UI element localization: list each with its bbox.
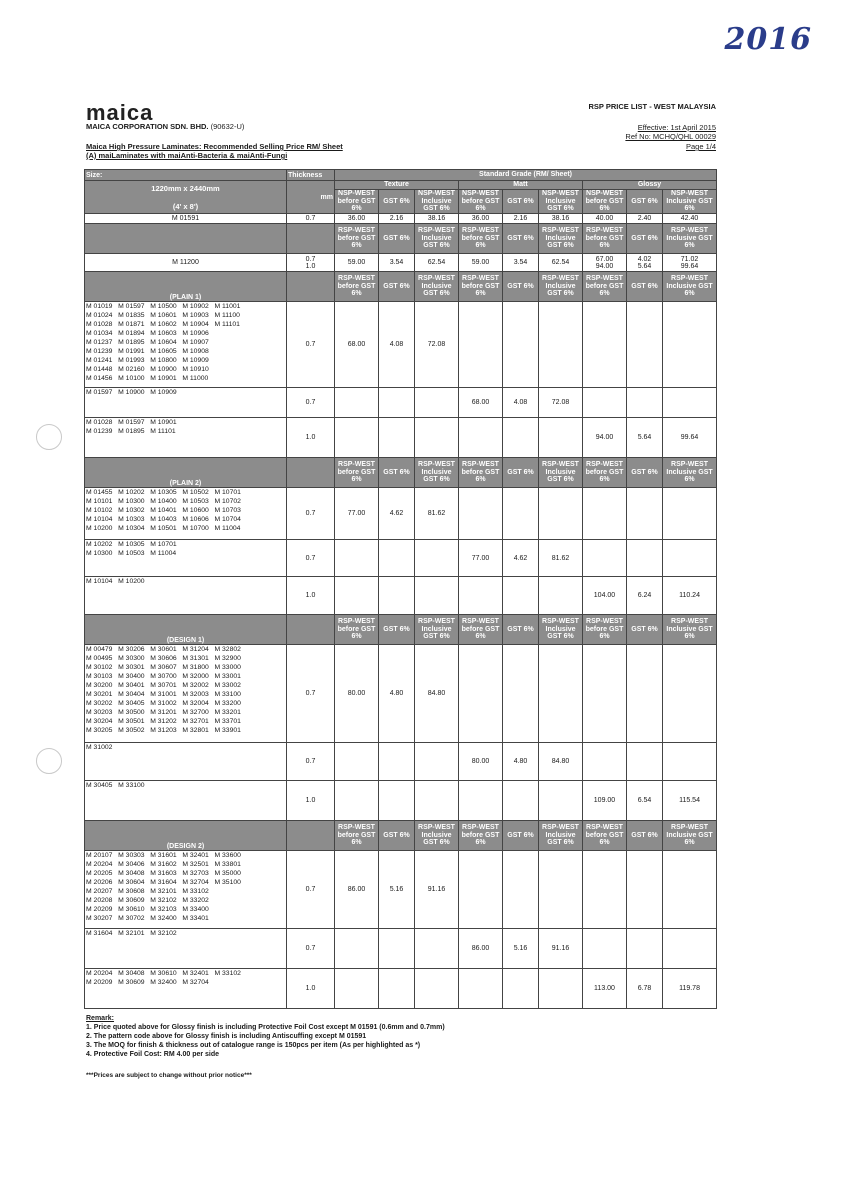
price-column-header: RSP-WEST before GST 6% [335, 458, 379, 488]
section-label: (DESIGN 1) [85, 615, 287, 645]
price-value: 40.00 [583, 214, 627, 224]
price-value [335, 540, 379, 577]
price-value [335, 781, 379, 821]
price-column-header: NSP-WEST Inclusive GST 6% [415, 190, 459, 214]
price-value [583, 540, 627, 577]
company-name: MAICA CORPORATION SDN. BHD. (90632-U) [86, 122, 245, 131]
price-value [379, 418, 415, 458]
price-column-header: RSP-WEST before GST 6% [583, 458, 627, 488]
price-value: 91.16 [539, 929, 583, 969]
price-value [583, 851, 627, 929]
price-value: 59.00 [335, 254, 379, 272]
price-value [583, 388, 627, 418]
price-column-header: RSP-WEST Inclusive GST 6% [415, 615, 459, 645]
table-row [85, 302, 717, 388]
price-value [335, 969, 379, 1009]
price-value: 5.64 [627, 418, 663, 458]
thickness-value: 0.7 [287, 851, 335, 929]
thickness-value: 0.7 [287, 488, 335, 540]
price-value: 4.80 [503, 743, 539, 781]
price-column-header: RSP-WEST Inclusive GST 6% [415, 272, 459, 302]
reference-number: Ref No: MCHQ/QHL 00029 [625, 132, 716, 141]
price-value: 2.16 [503, 214, 539, 224]
price-value [663, 851, 717, 929]
pattern-codes: M 10202 M 10305 M 10701 M 10300 M 10503 M 11004 [85, 540, 287, 577]
price-value: 4.08 [503, 388, 539, 418]
price-value: 4.02 5.64 [627, 254, 663, 272]
price-value [663, 488, 717, 540]
price-column-header: NSP-WEST before GST 6% [335, 190, 379, 214]
finish-header: Matt [459, 181, 583, 190]
price-value [459, 488, 503, 540]
price-value [503, 488, 539, 540]
table-row [85, 645, 717, 743]
size-label: Size: [85, 170, 287, 181]
price-value [379, 388, 415, 418]
pattern-codes: M 00479 M 30206 M 30601 M 31204 M 32802 M 00495 M 30300 M 30606 M 31301 M 32900 M 30102 M 30301 M 30607 M 31800 M 33000 M 30103 M 30400 M 30700 M 32000 M 33001 M 30200 M 30401 M 30701 M 32002 M 33002 M 30201 M 30404 M 31001 M 32003 M 33100 M 30202 M 30405 M 31002 M 32004 M 33200 M 30203 M 30500 M 31201 M 32700 M 33201 M 30204 M 30501 M 31202 M 32701 M 33701 M 30205 M 30502 M 31203 M 32801 M 33901 [85, 645, 287, 743]
price-value [503, 781, 539, 821]
table-row [85, 540, 717, 577]
price-value [583, 488, 627, 540]
price-value [415, 577, 459, 615]
price-value: 113.00 [583, 969, 627, 1009]
pattern-codes: M 31604 M 32101 M 32102 [85, 929, 287, 969]
price-value [503, 577, 539, 615]
price-value [415, 929, 459, 969]
punch-hole [36, 424, 62, 450]
price-value [379, 540, 415, 577]
price-value: 2.40 [627, 214, 663, 224]
price-value: 119.78 [663, 969, 717, 1009]
price-value: 77.00 [459, 540, 503, 577]
price-list-title: RSP PRICE LIST - WEST MALAYSIA [588, 102, 716, 111]
price-value [415, 969, 459, 1009]
price-value [663, 645, 717, 743]
price-value: 5.16 [503, 929, 539, 969]
price-column-header: RSP-WEST Inclusive GST 6% [415, 821, 459, 851]
price-value [379, 969, 415, 1009]
price-value: 84.80 [415, 645, 459, 743]
price-column-header: NSP-WEST before GST 6% [583, 190, 627, 214]
price-value [459, 645, 503, 743]
price-column-header: GST 6% [503, 190, 539, 214]
price-value [663, 388, 717, 418]
price-column-header: RSP-WEST before GST 6% [583, 615, 627, 645]
price-column-header: RSP-WEST Inclusive GST 6% [663, 272, 717, 302]
price-value [415, 781, 459, 821]
price-value [539, 645, 583, 743]
price-column-header: RSP-WEST Inclusive GST 6% [539, 458, 583, 488]
table-row [85, 388, 717, 418]
thickness-header: Thickness [287, 170, 335, 181]
price-value [459, 577, 503, 615]
price-value: 115.54 [663, 781, 717, 821]
thickness-value: 0.7 [287, 214, 335, 224]
price-value [459, 418, 503, 458]
price-column-header: NSP-WEST before GST 6% [459, 190, 503, 214]
price-column-header: GST 6% [627, 224, 663, 254]
price-value: 80.00 [335, 645, 379, 743]
price-column-header: RSP-WEST Inclusive GST 6% [663, 458, 717, 488]
price-value: 71.02 99.64 [663, 254, 717, 272]
price-value: 38.16 [539, 214, 583, 224]
price-value [415, 388, 459, 418]
price-value [379, 577, 415, 615]
price-value: 4.62 [379, 488, 415, 540]
price-column-header: RSP-WEST Inclusive GST 6% [663, 821, 717, 851]
price-value: 86.00 [335, 851, 379, 929]
price-column-header: GST 6% [379, 458, 415, 488]
price-value: 59.00 [459, 254, 503, 272]
price-value [583, 929, 627, 969]
section-label: (PLAIN 2) [85, 458, 287, 488]
price-value: 3.54 [503, 254, 539, 272]
price-value [583, 645, 627, 743]
remarks-title: Remark: [86, 1015, 115, 1022]
price-column-header: NSP-WEST Inclusive GST 6% [539, 190, 583, 214]
price-column-header: GST 6% [503, 272, 539, 302]
price-value: 72.08 [415, 302, 459, 388]
price-value [503, 969, 539, 1009]
price-value: 109.00 [583, 781, 627, 821]
price-value [379, 929, 415, 969]
mm-label: mm [287, 181, 335, 214]
price-value: 6.54 [627, 781, 663, 821]
price-value [415, 743, 459, 781]
price-value: 42.40 [663, 214, 717, 224]
price-notice: ***Prices are subject to change without prior notice*** [86, 1072, 252, 1079]
table-row [85, 254, 717, 272]
price-value [539, 577, 583, 615]
section-spacer [287, 458, 335, 488]
price-value: 68.00 [335, 302, 379, 388]
price-column-header: RSP-WEST Inclusive GST 6% [415, 458, 459, 488]
price-column-header: GST 6% [627, 458, 663, 488]
price-column-header: RSP-WEST Inclusive GST 6% [663, 615, 717, 645]
price-value: 72.08 [539, 388, 583, 418]
price-value: 36.00 [459, 214, 503, 224]
price-value: 86.00 [459, 929, 503, 969]
price-column-header: RSP-WEST before GST 6% [335, 615, 379, 645]
price-column-header: GST 6% [379, 615, 415, 645]
thickness-value: 1.0 [287, 781, 335, 821]
price-column-header: GST 6% [379, 821, 415, 851]
remark-item: 1. Price quoted above for Glossy finish is including Protective Foil Cost except M 01591 (0.6mm and 0.7mm) [86, 1024, 445, 1031]
thickness-value: 0.7 [287, 540, 335, 577]
price-value [627, 488, 663, 540]
pattern-codes: M 20107 M 30303 M 31601 M 32401 M 33600 M 20204 M 30406 M 31602 M 32501 M 33801 M 20205 M 30408 M 31603 M 32703 M 35000 M 20206 M 30604 M 31604 M 32704 M 35100 M 20207 M 30608 M 32101 M 33102 M 20208 M 30609 M 32102 M 33202 M 20209 M 30610 M 32103 M 33400 M 30207 M 30702 M 32400 M 33401 [85, 851, 287, 929]
price-value: 6.78 [627, 969, 663, 1009]
document-subtitle: Maica High Pressure Laminates: Recommended Selling Price RM/ Sheet [86, 142, 343, 151]
pattern-codes: M 01019 M 01597 M 10500 M 10902 M 11001 M 01024 M 01835 M 10601 M 10903 M 11100 M 01028 M 01871 M 10602 M 10904 M 11101 M 01034 M 01894 M 10603 M 10906 M 01237 M 01895 M 10604 M 10907 M 01239 M 01991 M 10605 M 10908 M 01241 M 01993 M 10800 M 10909 M 01448 M 02160 M 10900 M 10910 M 01456 M 10100 M 10901 M 11000 [85, 302, 287, 388]
price-column-header: GST 6% [379, 272, 415, 302]
price-value [627, 540, 663, 577]
price-value: 84.80 [539, 743, 583, 781]
price-value [539, 969, 583, 1009]
year-annotation: 2016 [724, 22, 812, 57]
price-value [335, 388, 379, 418]
price-value: 80.00 [459, 743, 503, 781]
pattern-codes: M 01028 M 01597 M 10901 M 01239 M 01895 M 11101 [85, 418, 287, 458]
price-value [335, 929, 379, 969]
price-value: 62.54 [539, 254, 583, 272]
pattern-codes: M 01591 [85, 214, 287, 224]
price-value [503, 851, 539, 929]
price-value: 99.64 [663, 418, 717, 458]
price-column-header: RSP-WEST Inclusive GST 6% [415, 224, 459, 254]
price-value: 68.00 [459, 388, 503, 418]
price-value [663, 743, 717, 781]
section-spacer [287, 272, 335, 302]
section-spacer [287, 615, 335, 645]
punch-hole [36, 748, 62, 774]
remark-item: 2. The pattern code above for Glossy finish is including Antiscuffing except M 01591 [86, 1033, 367, 1040]
price-value: 6.24 [627, 577, 663, 615]
price-value [539, 851, 583, 929]
price-column-header: RSP-WEST before GST 6% [335, 272, 379, 302]
price-column-header: RSP-WEST before GST 6% [335, 224, 379, 254]
pattern-codes: M 11200 [85, 254, 287, 272]
price-value [459, 781, 503, 821]
pattern-codes: M 01455 M 10202 M 10305 M 10502 M 10701 M 10101 M 10300 M 10400 M 10503 M 10702 M 10102 M 10302 M 10401 M 10600 M 10703 M 10104 M 10303 M 10403 M 10606 M 10704 M 10200 M 10304 M 10501 M 10700 M 11004 [85, 488, 287, 540]
section-spacer [287, 224, 335, 254]
price-column-header: RSP-WEST before GST 6% [583, 224, 627, 254]
price-value [503, 418, 539, 458]
price-column-header: RSP-WEST Inclusive GST 6% [539, 615, 583, 645]
price-column-header: RSP-WEST before GST 6% [459, 615, 503, 645]
pattern-codes: M 01597 M 10900 M 10909 [85, 388, 287, 418]
thickness-value: 0.7 [287, 302, 335, 388]
price-value [627, 743, 663, 781]
price-value: 38.16 [415, 214, 459, 224]
price-column-header: GST 6% [503, 615, 539, 645]
price-column-header: RSP-WEST Inclusive GST 6% [539, 224, 583, 254]
price-value: 110.24 [663, 577, 717, 615]
pattern-codes: M 31002 [85, 743, 287, 781]
price-value [459, 969, 503, 1009]
finish-header: Texture [335, 181, 459, 190]
price-column-header: RSP-WEST Inclusive GST 6% [663, 224, 717, 254]
company-logo: maica [86, 100, 154, 125]
thickness-value: 0.7 [287, 743, 335, 781]
price-column-header: RSP-WEST before GST 6% [459, 272, 503, 302]
remark-item: 4. Protective Foil Cost: RM 4.00 per side [86, 1051, 220, 1058]
price-value: 91.16 [415, 851, 459, 929]
price-value [415, 540, 459, 577]
thickness-value: 1.0 [287, 577, 335, 615]
table-row [85, 851, 717, 929]
section-label: (PLAIN 1) [85, 272, 287, 302]
sheet-size: 1220mm x 2440mm (4' x 8') [85, 181, 287, 214]
price-column-header: GST 6% [627, 190, 663, 214]
remark-item: 3. The MOQ for finish & thickness out of catalogue range is 150pcs per item (As per highlighted as *) [86, 1042, 421, 1049]
price-value [663, 540, 717, 577]
effective-date: Effective: 1st April 2015 [637, 123, 716, 132]
section-label [85, 224, 287, 254]
price-column-header: RSP-WEST Inclusive GST 6% [539, 821, 583, 851]
price-value: 3.54 [379, 254, 415, 272]
thickness-value: 1.0 [287, 969, 335, 1009]
price-value [379, 743, 415, 781]
price-value [627, 851, 663, 929]
price-value [663, 302, 717, 388]
price-column-header: GST 6% [503, 821, 539, 851]
thickness-value: 0.7 [287, 645, 335, 743]
table-row [85, 418, 717, 458]
section-label: (DESIGN 2) [85, 821, 287, 851]
price-value [459, 302, 503, 388]
price-value [459, 851, 503, 929]
price-column-header: GST 6% [627, 272, 663, 302]
price-column-header: RSP-WEST before GST 6% [335, 821, 379, 851]
thickness-value: 0.7 1.0 [287, 254, 335, 272]
page-number: Page 1/4 [685, 142, 716, 151]
table-row [85, 781, 717, 821]
pattern-codes: M 10104 M 10200 [85, 577, 287, 615]
price-column-header: GST 6% [503, 224, 539, 254]
price-value: 5.16 [379, 851, 415, 929]
price-value: 81.62 [415, 488, 459, 540]
price-value [539, 781, 583, 821]
price-value [379, 781, 415, 821]
price-value [503, 302, 539, 388]
price-value: 77.00 [335, 488, 379, 540]
price-column-header: RSP-WEST before GST 6% [459, 821, 503, 851]
section-spacer [287, 821, 335, 851]
price-column-header: RSP-WEST Inclusive GST 6% [539, 272, 583, 302]
table-row [85, 929, 717, 969]
table-row [85, 488, 717, 540]
finish-header: Glossy [583, 181, 717, 190]
price-value [335, 743, 379, 781]
price-column-header: RSP-WEST before GST 6% [459, 224, 503, 254]
price-value: 4.80 [379, 645, 415, 743]
price-value: 81.62 [539, 540, 583, 577]
price-value: 4.62 [503, 540, 539, 577]
price-value [627, 302, 663, 388]
table-row [85, 969, 717, 1009]
price-value [583, 302, 627, 388]
thickness-value: 1.0 [287, 418, 335, 458]
price-value [539, 418, 583, 458]
price-value [539, 302, 583, 388]
price-value [335, 577, 379, 615]
thickness-value: 0.7 [287, 388, 335, 418]
price-value [415, 418, 459, 458]
price-value [627, 388, 663, 418]
price-column-header: NSP-WEST Inclusive GST 6% [663, 190, 717, 214]
pattern-codes: M 20204 M 30408 M 30610 M 32401 M 33102 M 20209 M 30609 M 32400 M 32704 [85, 969, 287, 1009]
price-value: 62.54 [415, 254, 459, 272]
price-value: 104.00 [583, 577, 627, 615]
price-value: 2.16 [379, 214, 415, 224]
price-column-header: GST 6% [379, 224, 415, 254]
price-value: 36.00 [335, 214, 379, 224]
price-value [503, 645, 539, 743]
price-column-header: RSP-WEST before GST 6% [459, 458, 503, 488]
grade-header: Standard Grade (RM/ Sheet) [335, 170, 717, 181]
price-column-header: GST 6% [627, 821, 663, 851]
price-column-header: GST 6% [503, 458, 539, 488]
price-value [627, 645, 663, 743]
product-category: (A) maiLaminates with maiAnti-Bacteria & maiAnti-Fungi [86, 151, 288, 160]
thickness-value: 0.7 [287, 929, 335, 969]
price-column-header: RSP-WEST before GST 6% [583, 272, 627, 302]
table-row [85, 743, 717, 781]
price-value: 4.08 [379, 302, 415, 388]
price-column-header: RSP-WEST before GST 6% [583, 821, 627, 851]
price-value [663, 929, 717, 969]
price-value: 67.00 94.00 [583, 254, 627, 272]
pattern-codes: M 30405 M 33100 [85, 781, 287, 821]
price-value: 94.00 [583, 418, 627, 458]
price-value [627, 929, 663, 969]
price-column-header: GST 6% [379, 190, 415, 214]
table-row [85, 577, 717, 615]
price-value [539, 488, 583, 540]
remarks-section [86, 1014, 445, 1059]
price-value [335, 418, 379, 458]
price-value [583, 743, 627, 781]
price-column-header: GST 6% [627, 615, 663, 645]
price-table [84, 169, 717, 1009]
